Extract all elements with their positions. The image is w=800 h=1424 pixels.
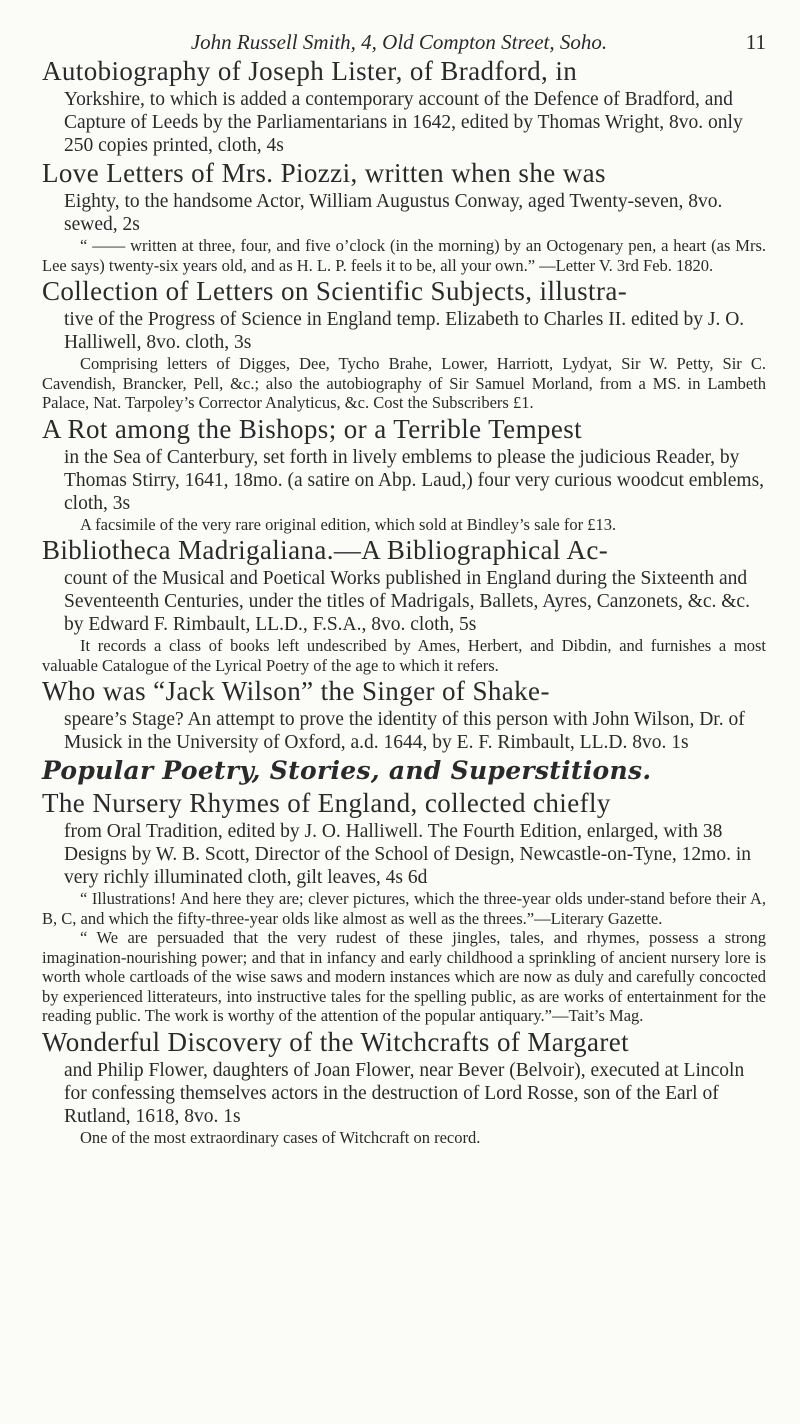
entry-description: from Oral Tradition, edited by J. O. Halliwell. The Fourth Edition, enlarged, with 38 Designs by W. B. Scott, Director of the School of Design, Newcastle-on-Tyne, 12mo. in very richly illuminated cloth, gilt leaves, 4s 6d	[64, 821, 751, 888]
entry-heading: Love Letters of Mrs. Piozzi, written when she was	[42, 158, 606, 188]
catalogue-entry	[42, 1026, 766, 1148]
catalogue-entry	[42, 413, 766, 535]
entry-description: in the Sea of Canterbury, set forth in lively emblems to please the judicious Reader, by Thomas Stirry, 1641, 18mo. (a satire on Abp. Laud,) four very curious woodcut emblems, cloth, 3s	[64, 446, 765, 514]
entry-description: and Philip Flower, daughters of Joan Flower, near Bever (Belvoir), executed at Lincoln for confessing themselves actors in the destruction of Lord Rosse, son of the Earl of Rutland, 1618, 8vo. 1s	[64, 1059, 745, 1127]
entry-heading: The Nursery Rhymes of England, collected chiefly	[42, 788, 611, 818]
catalogue-entry	[42, 787, 766, 1026]
entry-note: It records a class of books left undescribed by Ames, Herbert, and Dibdin, and furnishes a most valuable Catalogue of the Lyrical Poetry of the age to which it refers.	[42, 636, 766, 675]
entry-description: tive of the Progress of Science in England temp. Elizabeth to Charles II. edited by J. O. Halliwell, 8vo. cloth, 3s	[64, 309, 745, 353]
entry-heading: Autobiography of Joseph Lister, of Bradford, in	[42, 56, 578, 86]
catalogue-entry	[42, 675, 766, 754]
page-number: 11	[745, 30, 766, 54]
entry-heading: Wonderful Discovery of the Witchcrafts of Margaret	[42, 1026, 630, 1057]
entry-description: Yorkshire, to which is added a contemporary account of the Defence of Bradford, and Capture of Leeds by the Parliamentarians in 1642, edited by Thomas Wright, 8vo. only 250 copies printed, cloth, 4s	[64, 89, 743, 156]
entry-note: A facsimile of the very rare original edition, which sold at Bindley’s sale for £13.	[80, 514, 617, 534]
entry-note: One of the most extraordinary cases of Witchcraft on record.	[80, 1127, 481, 1147]
section-heading-block	[42, 754, 766, 787]
entry-heading: Collection of Letters on Scientific Subjects, illustra-	[42, 276, 628, 306]
entry-heading: Who was “Jack Wilson” the Singer of Shake-	[42, 676, 550, 706]
entry-note: Comprising letters of Digges, Dee, Tycho Brahe, Lower, Harriott, Lydyat, Sir W. Petty, Sir C. Cavendish, Brancker, Pell, &c.; also the autobiography of Sir Samuel Morland, from a MS. in Lambeth Palace, Nat. Tarpoley’s Corrector Analyticus, &c. Cost the Subscribers £1.	[42, 354, 766, 412]
entry-description: Eighty, to the handsome Actor, William Augustus Conway, aged Twenty-seven, 8vo. sewed, 2s	[64, 191, 723, 235]
entry-heading: Bibliotheca Madrigaliana.—A Bibliographical Ac-	[42, 535, 609, 565]
entry-description: count of the Musical and Poetical Works published in England during the Sixteenth and Seventeenth Centuries, under the titles of Madrigals, Ballets, Ayres, Canzonets, &c. &c. by Edward F. Rimbault, LL.D., F.S.A., 8vo. cloth, 5s	[64, 568, 750, 635]
catalogue-entry	[42, 534, 766, 675]
catalogue-entry	[42, 157, 766, 275]
catalogue-entry	[42, 275, 766, 413]
entry-description: speare’s Stage? An attempt to prove the identity of this person with John Wilson, Dr. of Musick in the University of Oxford, a.d. 1644, by E. F. Rimbault, LL.D. 8vo. 1s	[64, 709, 745, 753]
section-heading: Popular Poetry, Stories, and Superstitions.	[42, 756, 652, 785]
catalogue-entry	[42, 55, 766, 157]
entry-note: “ —— written at three, four, and five o’clock (in the morning) by an Octogenary pen, a heart (as Mrs. Lee says) twenty-six years old, and as H. L. P. feels it to be, all your own.” —Letter V. 3rd Feb. 1820.	[42, 236, 766, 275]
entry-note: “ Illustrations! And here they are; clever pictures, which the three-year olds under-stand before their A, B, C, and which the fifty-three-year olds like almost as well as the threes.”—Literary Gazette.	[42, 889, 766, 928]
entry-heading: A Rot among the Bishops; or a Terrible Tempest	[42, 413, 583, 444]
running-head-title: John Russell Smith, 4, Old Compton Street, Soho.	[190, 30, 608, 54]
entry-note: “ We are persuaded that the very rudest of these jingles, tales, and rhymes, possess a strong imagination-nourishing power; and that in infancy and early childhood a sprinkling of ancient nursery lore is worth whole cartloads of the wise saws and modern instances which are now as duly and carefully concocted by experienced litterateurs, into instructive tales for the spelling public, as are works of entertainment for the reading public. The work is worthy of the attention of the popular antiquary.”—Tait’s Mag.	[42, 928, 766, 1025]
running-head	[42, 30, 766, 55]
